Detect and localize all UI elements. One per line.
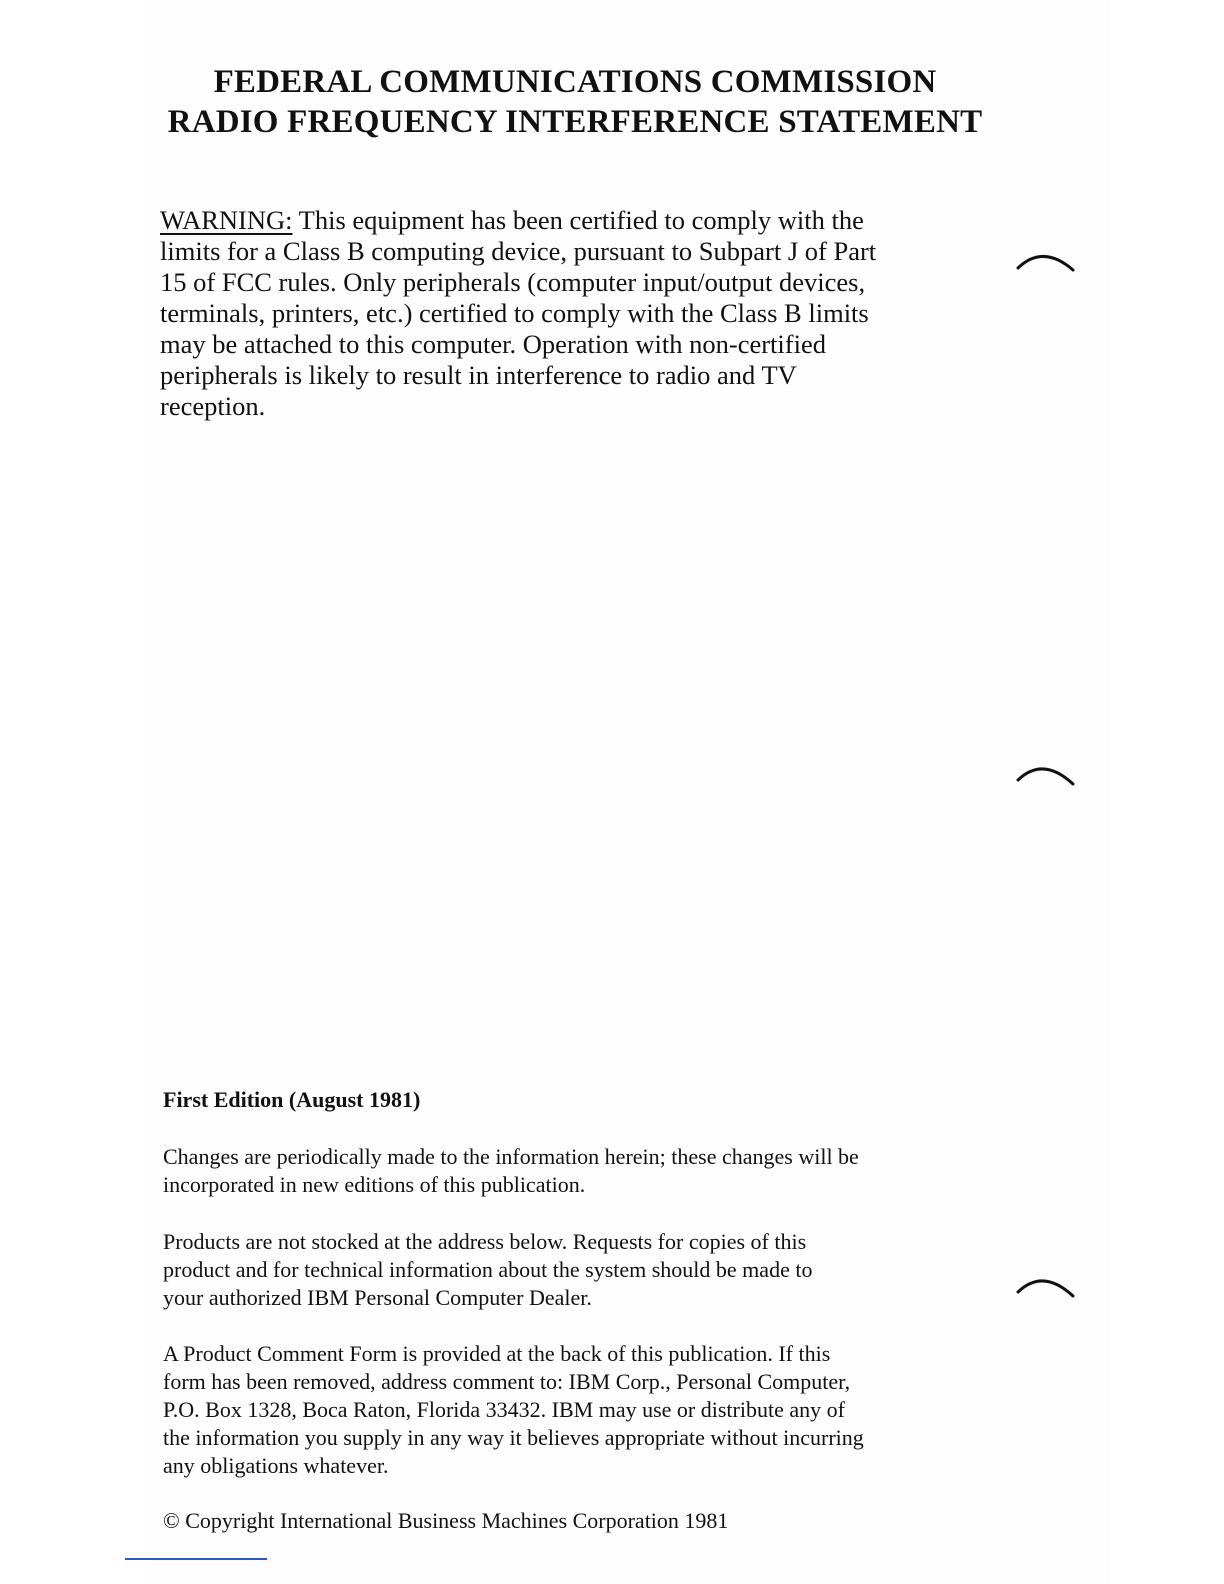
title-line-2: RADIO FREQUENCY INTERFERENCE STATEMENT [167,104,983,140]
title-line-1: FEDERAL COMMUNICATIONS COMMISSION [213,64,937,100]
edition-heading: First Edition (August 1981) [163,1087,421,1112]
binder-hole-mark-icon [1015,246,1077,276]
products-paragraph: Products are not stocked at the address below. Requests for copies of this product and for technical information about the system should be made to your authorized IBM Personal Computer Dealer. [163,1229,813,1310]
page-title [150,62,1000,142]
warning-label: WARNING: [160,205,293,235]
fcc-warning-statement [160,205,990,422]
changes-paragraph: Changes are periodically made to the information herein; these changes will be incorporated in new editions of this publication. [163,1144,859,1197]
warning-text: This equipment has been certified to comply with the limits for a Class B computing device, pursuant to Subpart J of Part 15 of FCC rules. Only peripherals (computer input/output devices, terminals, printers, etc.) certified to comply with the Class B limits may be attached to this computer. Operation with non-certified peripherals is likely to result in interference to radio and TV reception. [160,205,877,421]
binder-hole-mark-icon [1015,1270,1077,1300]
comment-form-paragraph: A Product Comment Form is provided at the back of this publication. If this form has been removed, address comment to: IBM Corp., Personal Computer, P.O. Box 1328, Boca Raton, Florida 33432. IBM may use or distribute any of the information you supply in any way it believes appropriate without incurring any obligations whatever. [163,1341,864,1478]
binder-hole-mark-icon [1015,758,1077,788]
copyright-notice: © Copyright International Business Machines Corporation 1981 [163,1508,729,1533]
bottom-rule [125,1558,267,1560]
